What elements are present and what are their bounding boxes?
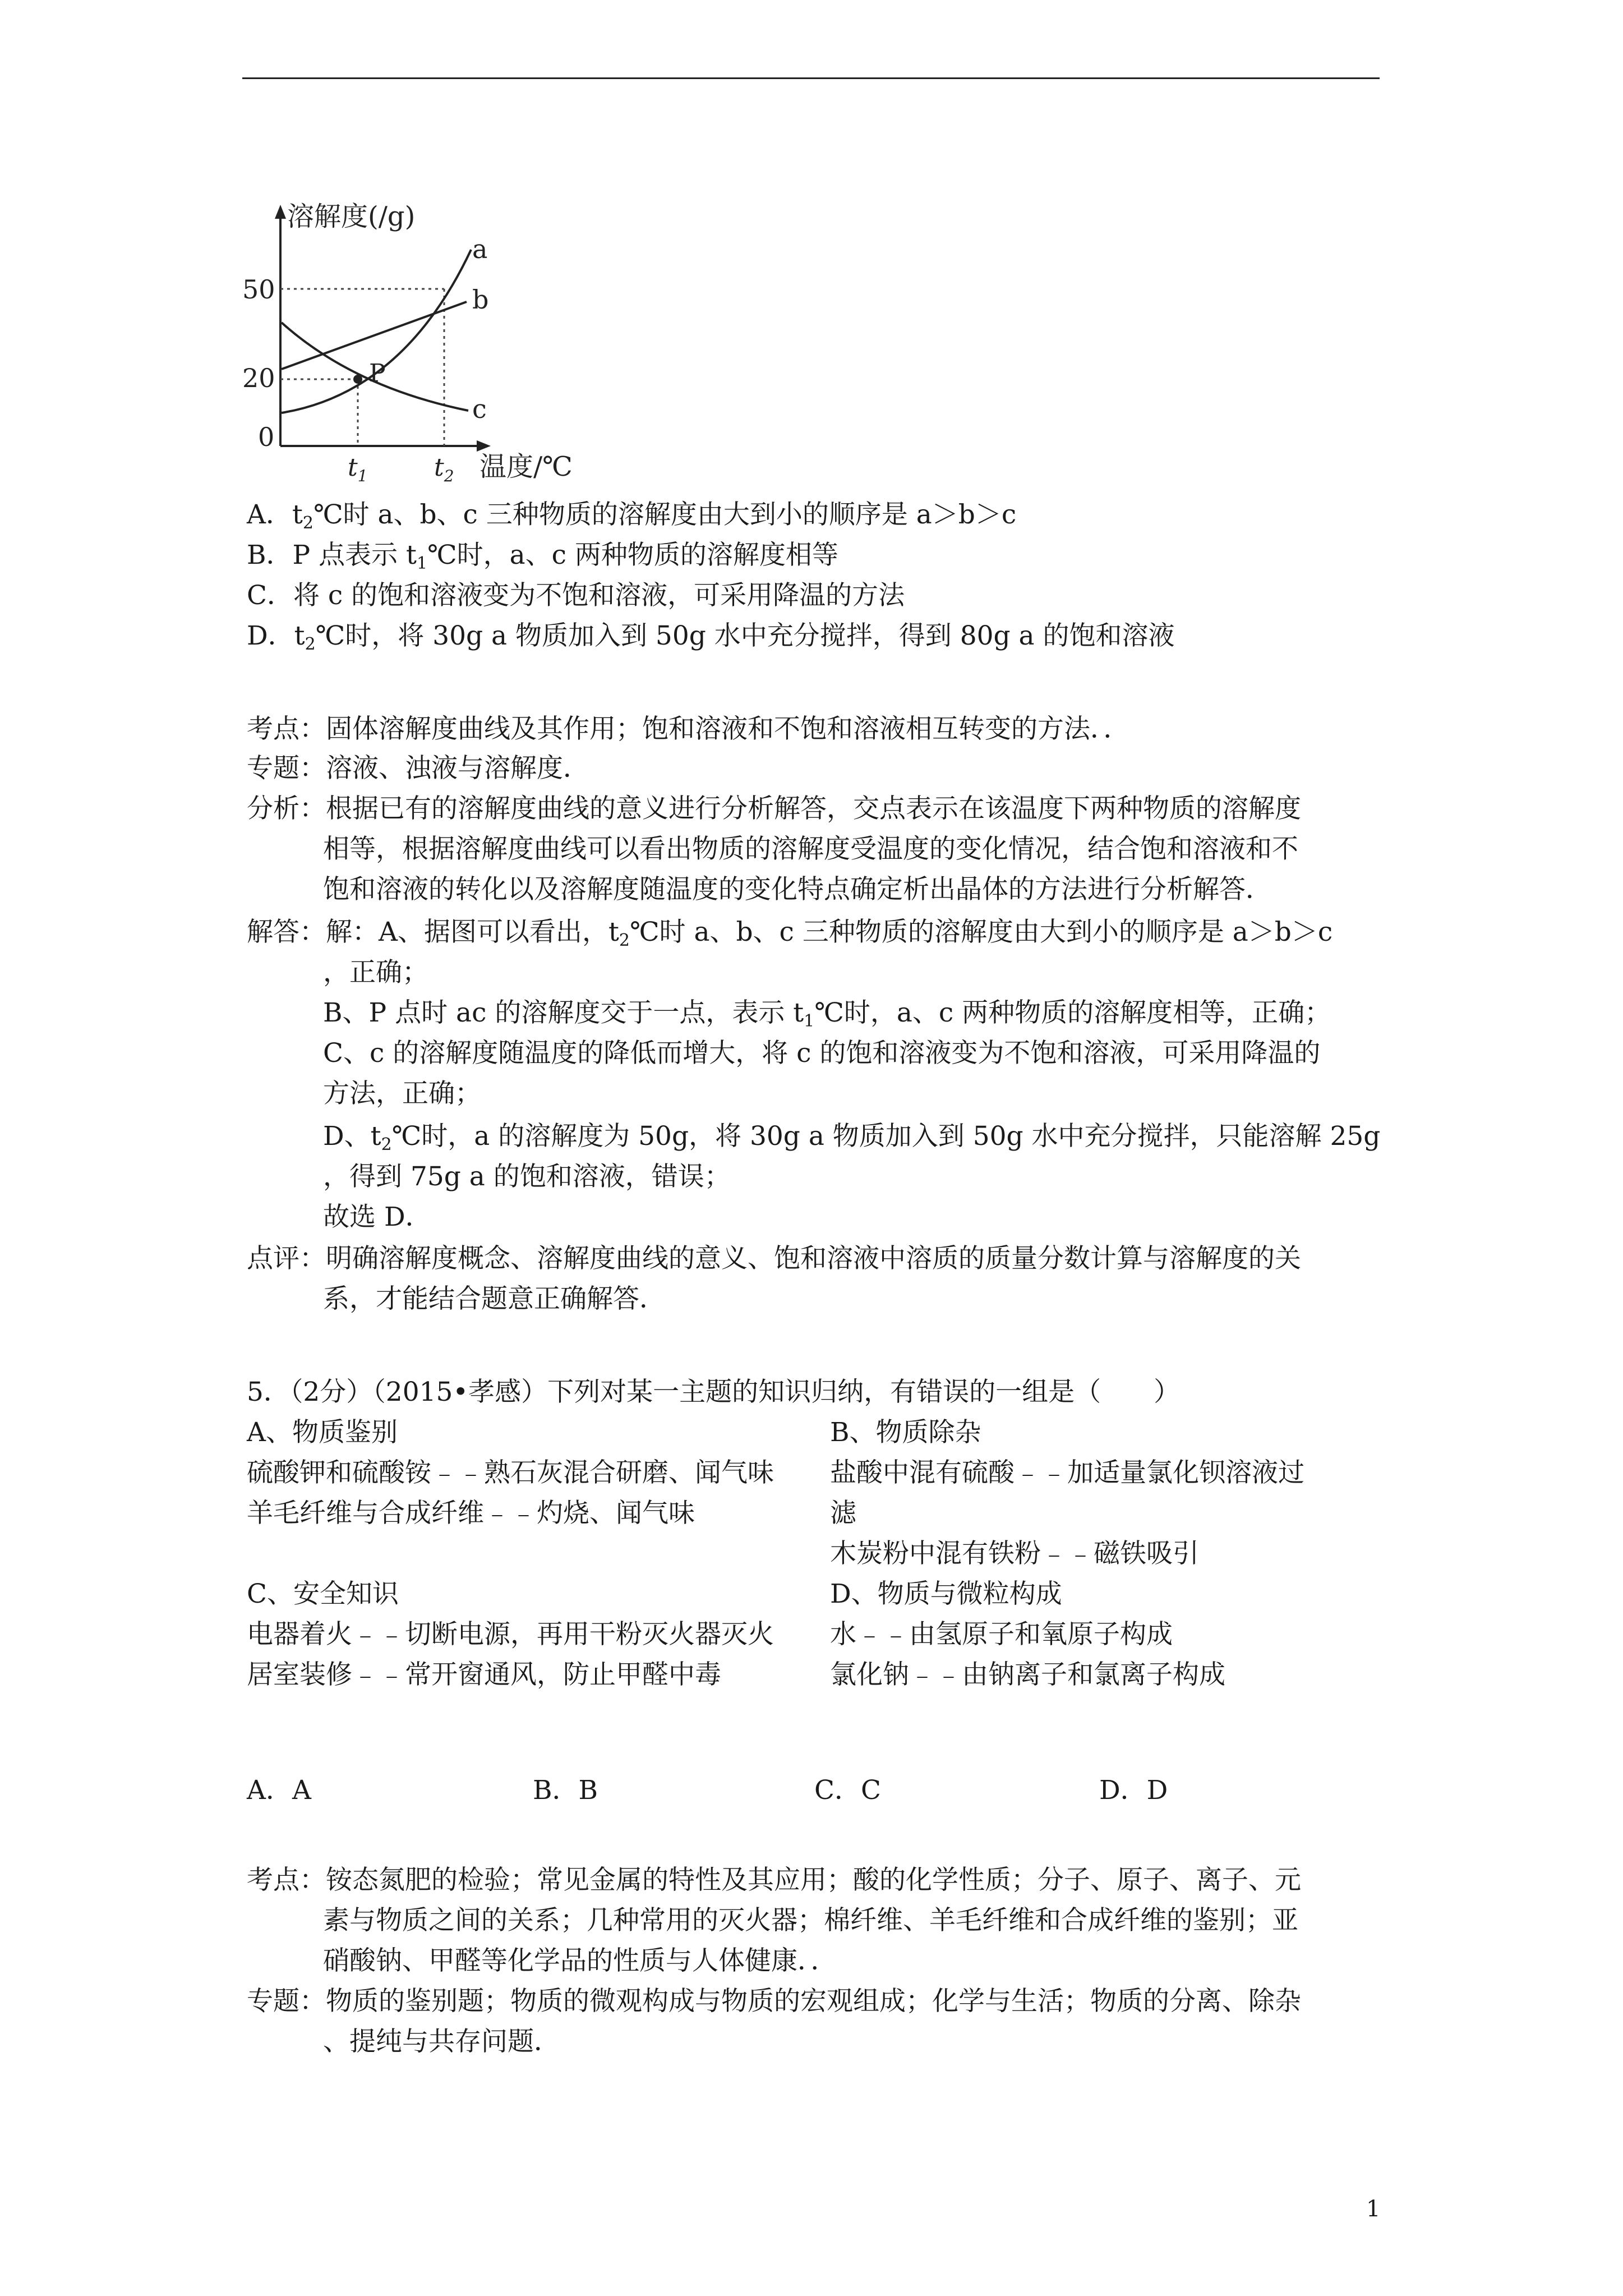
- curve-a: [282, 250, 471, 413]
- q5-d-title: D、物质与微粒构成: [830, 1579, 1062, 1609]
- solubility-figure: [241, 202, 589, 494]
- q4-jieda-4: C、c 的溶解度随温度的降低而增大，将 c 的饱和溶液变为不饱和溶液，可采用降温的: [323, 1038, 1321, 1069]
- q4-jieda-8: 故选 D．: [323, 1202, 432, 1232]
- q5-kaodian-1: 考点：铵态氮肥的检验；常见金属的特性及其应用；酸的化学性质；分子、原子、离子、元: [247, 1865, 1301, 1895]
- q5-option-a: A．A: [247, 1775, 311, 1806]
- q5-b-title: B、物质除杂: [830, 1417, 981, 1448]
- q5-zhuanti-2: 、提纯与共存问题．: [323, 2026, 560, 2057]
- x-axis-label: 温度/℃: [479, 451, 573, 482]
- q4-option-a: A．$t_2℃$时 a、b、c 三种物质的溶解度由大到小的顺序是 a＞b＞c: [247, 499, 1017, 533]
- q5-b-item-1: 盐酸中混有硫酸﹣﹣加适量氯化钡溶液过: [830, 1457, 1304, 1488]
- header-rule: [242, 77, 1380, 79]
- y-axis-label: 溶解度(/g): [287, 202, 416, 232]
- q4-zhuanti: 专题：溶液、浊液与溶解度．: [247, 753, 589, 784]
- q5-d-item-1: 水﹣﹣由氢原子和氧原子构成: [830, 1619, 1173, 1650]
- curve-b-label: b: [472, 284, 489, 315]
- q4-jieda-5: 方法，正确；: [323, 1078, 481, 1109]
- q5-d-item-2: 氯化钠﹣﹣由钠离子和氯离子构成: [830, 1659, 1225, 1690]
- q5-zhuanti-1: 专题：物质的鉴别题；物质的微观构成与物质的宏观组成；化学与生活；物质的分离、除杂: [247, 1986, 1301, 2017]
- q4-fenxi-2: 相等，根据溶解度曲线可以看出物质的溶解度受温度的变化情况，结合饱和溶液和不: [323, 834, 1298, 864]
- q4-jieda-2: ，正确；: [323, 957, 428, 988]
- q5-b-item-2: 木炭粉中混有铁粉﹣﹣磁铁吸引: [830, 1538, 1199, 1569]
- q4-jieda-3: B、P 点时 ac 的溶解度交于一点，表示 $t_1℃$时，a、c 两种物质的溶解度相等，正确；: [323, 997, 1331, 1031]
- y-tick-20: 20: [242, 363, 275, 393]
- q4-dianping-1: 点评：明确溶解度概念、溶解度曲线的意义、饱和溶液中溶质的质量分数计算与溶解度的关: [247, 1243, 1301, 1274]
- q5-b-item-1-cont: 滤: [830, 1498, 856, 1529]
- point-p: [353, 375, 362, 384]
- q4-kaodian: 考点：固体溶解度曲线及其作用；饱和溶液和不饱和溶液相互转变的方法．．: [247, 714, 1130, 744]
- y-axis-arrow: [275, 205, 286, 219]
- curve-c-label: c: [472, 394, 487, 424]
- q4-fenxi-3: 饱和溶液的转化以及溶解度随温度的变化特点确定析出晶体的方法进行分析解答．: [323, 874, 1272, 905]
- q5-c-title: C、安全知识: [247, 1579, 399, 1609]
- curve-a-label: a: [472, 234, 488, 264]
- q5-a-item-1: 硫酸钾和硫酸铵﹣﹣熟石灰混合研磨、闻气味: [247, 1457, 774, 1488]
- q5-a-title: A、物质鉴别: [247, 1417, 398, 1448]
- q4-option-d: D．$t_2℃$时，将 30g a 物质加入到 50g 水中充分搅拌，得到 80g a 的饱和溶液: [247, 620, 1175, 654]
- q5-a-item-2: 羊毛纤维与合成纤维﹣﹣灼烧、闻气味: [247, 1498, 695, 1529]
- q5-option-c: C．C: [814, 1775, 881, 1806]
- q4-jieda-1: 解答：解：A、据图可以看出，$t_2℃$时 a、b、c 三种物质的溶解度由大到小的顺序是 a＞b＞c: [247, 917, 1333, 950]
- q5-c-item-2: 居室装修﹣﹣常开窗通风，防止甲醛中毒: [247, 1659, 721, 1690]
- q5-kaodian-3: 硝酸钠、甲醛等化学品的性质与人体健康．．: [323, 1945, 837, 1976]
- q5-kaodian-2: 素与物质之间的关系；几种常用的灭火器；棉纤维、羊毛纤维和合成纤维的鉴别；亚: [323, 1905, 1298, 1936]
- q4-jieda-7: ，得到 75g a 的饱和溶液，错误；: [323, 1161, 731, 1192]
- q5-c-item-1: 电器着火﹣﹣切断电源，再用干粉灭火器灭火: [247, 1619, 774, 1650]
- q5-option-b: B．B: [533, 1775, 598, 1806]
- q4-dianping-2: 系，才能结合题意正确解答．: [323, 1283, 666, 1314]
- q4-option-b: B．P 点表示 $t_1℃$时，a、c 两种物质的溶解度相等: [247, 540, 838, 573]
- t2-label: $t_2$: [434, 453, 454, 485]
- page-number: 1: [1366, 2196, 1381, 2222]
- point-p-label: P: [369, 359, 386, 388]
- y-tick-50: 50: [242, 274, 275, 305]
- q4-jieda-6: D、$t_2℃$时，a 的溶解度为 50g，将 30g a 物质加入到 50g 水中充分搅拌，只能溶解 25g: [323, 1121, 1381, 1154]
- q4-fenxi-1: 分析：根据已有的溶解度曲线的意义进行分析解答，交点表示在该温度下两种物质的溶解度: [247, 793, 1301, 824]
- q5-stem: 5．（2分）（2015•孝感）下列对某一主题的知识归纳，有错误的一组是（ ）: [247, 1377, 1181, 1407]
- q5-option-d: D．D: [1099, 1775, 1168, 1806]
- x-axis-arrow: [477, 440, 491, 452]
- y-tick-0: 0: [258, 422, 275, 452]
- q4-option-c: C．将 c 的饱和溶液变为不饱和溶液，可采用降温的方法: [247, 580, 905, 611]
- t1-label: $t_1$: [348, 453, 368, 485]
